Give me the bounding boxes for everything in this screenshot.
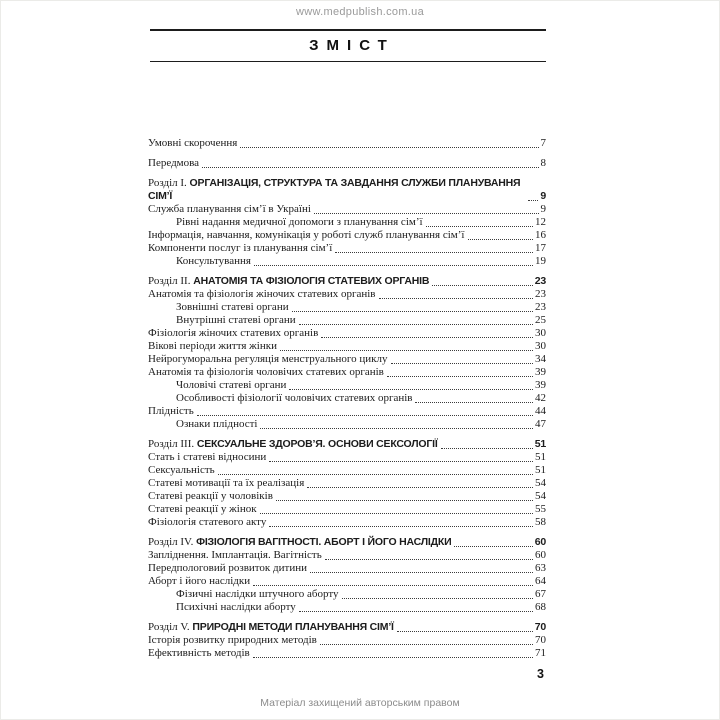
toc-entry-label: Анатомія та фізіологія чоловічих статевих органів (148, 366, 384, 378)
toc-entry-label: Передмова (148, 157, 200, 169)
toc-page-ref: 54 (535, 477, 546, 489)
toc-page-ref: 55 (535, 503, 546, 515)
toc-entry-label: Стать і статеві відносини (148, 451, 267, 463)
toc-entry-label: Консультування (176, 255, 251, 267)
toc-entry (148, 203, 546, 216)
dotted-leader (280, 350, 533, 351)
toc-entry-label: Ефективність методів (148, 647, 250, 659)
dotted-leader (441, 448, 533, 449)
toc-entry-label: Нейрогуморальна регуляція менструального циклу (148, 353, 388, 365)
toc-entry-label: Компоненти послуг із планування сім’ї (148, 242, 333, 254)
toc-page-ref: 64 (535, 575, 546, 587)
toc-page-ref: 70 (534, 621, 546, 633)
toc-page-ref: 17 (535, 242, 546, 254)
toc-entry (148, 314, 546, 327)
dotted-leader (197, 415, 533, 416)
toc-chapter-entry (148, 275, 546, 288)
toc-entry-label: Анатомія та фізіологія жіночих статевих органів (148, 288, 376, 300)
toc-chapter-entry (148, 177, 546, 203)
dotted-leader (454, 546, 532, 547)
dotted-leader (391, 363, 534, 364)
toc-entry-label: Психічні наслідки аборту (176, 601, 296, 613)
toc-entry-label: Сексуальність (148, 464, 215, 476)
toc-entry (148, 647, 546, 660)
toc-entry (148, 601, 546, 614)
toc-entry-label: Статеві реакції у жінок (148, 503, 257, 515)
toc-page-ref: 63 (535, 562, 546, 574)
toc-chapter-prefix: Розділ V. (148, 621, 193, 633)
toc-page-ref: 19 (535, 255, 546, 267)
toc-entry (148, 229, 546, 242)
dotted-leader (254, 265, 533, 266)
toc-entry (148, 634, 546, 647)
dotted-leader (426, 226, 533, 227)
toc-chapter-entry (148, 536, 546, 549)
toc-page-ref: 39 (535, 366, 546, 378)
toc-header (150, 29, 546, 62)
dotted-leader (314, 213, 539, 214)
dotted-leader (276, 500, 533, 501)
toc-entry-label: Особливості фізіології чоловічих статевих органів (176, 392, 413, 404)
toc-entry-label: Вікові періоди життя жінки (148, 340, 277, 352)
toc-page-ref: 23 (534, 275, 546, 287)
toc-chapter-entry (148, 438, 546, 451)
toc-page-ref: 16 (535, 229, 546, 241)
toc-entry-label: Розділ II. АНАТОМІЯ ТА ФІЗІОЛОГІЯ СТАТЕВИХ ОРГАНІВ (148, 275, 430, 287)
toc-entry-label: Умовні скорочення (148, 137, 238, 149)
toc-entry (148, 503, 546, 516)
toc-page-ref: 25 (535, 314, 546, 326)
toc-page-ref: 58 (535, 516, 546, 528)
toc-entry (148, 353, 546, 366)
page-number: 3 (537, 667, 544, 681)
toc-entry-label: Внутрішні статеві органи (176, 314, 296, 326)
toc-entry (148, 137, 546, 150)
toc-page-ref: 23 (535, 301, 546, 313)
toc-page-ref: 8 (540, 157, 546, 169)
toc-entry (148, 379, 546, 392)
toc-entry-label: Інформація, навчання, комунікація у роботі служб планування сім’ї (148, 229, 465, 241)
toc-page-ref: 30 (535, 340, 546, 352)
toc-page-ref: 30 (535, 327, 546, 339)
toc-entry (148, 516, 546, 529)
toc-entry (148, 490, 546, 503)
toc-entry (148, 451, 546, 464)
toc-entry-label: Статеві реакції у чоловіків (148, 490, 273, 502)
toc-entry (148, 157, 546, 170)
toc-page-ref: 51 (535, 464, 546, 476)
toc-page-ref: 70 (535, 634, 546, 646)
toc-entry (148, 405, 546, 418)
dotted-leader (310, 572, 533, 573)
toc-page-ref: 67 (535, 588, 546, 600)
toc-page-ref: 39 (535, 379, 546, 391)
dotted-leader (218, 474, 533, 475)
dotted-leader (387, 376, 533, 377)
toc-page-ref: 47 (535, 418, 546, 430)
toc-page-ref: 71 (535, 647, 546, 659)
toc-entry (148, 575, 546, 588)
toc-page-ref: 51 (535, 451, 546, 463)
toc-entry (148, 477, 546, 490)
dotted-leader (321, 337, 533, 338)
dotted-leader (415, 402, 533, 403)
dotted-leader (289, 389, 533, 390)
toc-entry-label: Розділ IV. ФІЗІОЛОГІЯ ВАГІТНОСТІ. АБОРТ І ЙОГО НАСЛІДКИ (148, 536, 452, 548)
toc-entry (148, 366, 546, 379)
dotted-leader (379, 298, 534, 299)
toc-entry-label: Статеві мотивації та їх реалізація (148, 477, 305, 489)
toc-entry (148, 588, 546, 601)
toc-entry-label: Служба планування сім’ї в Україні (148, 203, 311, 215)
toc-entry (148, 288, 546, 301)
header-rule-bottom (150, 61, 546, 63)
toc-page-ref: 54 (535, 490, 546, 502)
toc-entry (148, 549, 546, 562)
page-title: ЗМІСТ (309, 36, 395, 54)
toc-page-ref: 9 (540, 190, 546, 202)
table-of-contents (148, 137, 546, 660)
toc-chapter-prefix: Розділ II. (148, 275, 194, 287)
dotted-leader (299, 611, 533, 612)
toc-entry-label: Фізичні наслідки штучного аборту (176, 588, 339, 600)
dotted-leader (432, 285, 532, 286)
toc-entry-label: Зовнішні статеві органи (176, 301, 289, 313)
dotted-leader (260, 428, 533, 429)
toc-entry (148, 392, 546, 405)
toc-entry-label: Ознаки плідності (176, 418, 258, 430)
dotted-leader (342, 598, 533, 599)
toc-page-ref: 68 (535, 601, 546, 613)
toc-entry (148, 216, 546, 229)
toc-page-ref: 34 (535, 353, 546, 365)
dotted-leader (299, 324, 533, 325)
dotted-leader (253, 657, 533, 658)
dotted-leader (292, 311, 533, 312)
toc-entry-label: Розділ I. ОРГАНІЗАЦІЯ, СТРУКТУРА ТА ЗАВДАННЯ СЛУЖБИ ПЛАНУВАННЯ СІМ’Ї (148, 177, 521, 202)
toc-entry (148, 340, 546, 353)
toc-chapter-prefix: Розділ I. (148, 177, 190, 189)
dotted-leader (320, 644, 533, 645)
dotted-leader (260, 513, 533, 514)
toc-entry-label: Рівні надання медичної допомоги з планування сім’ї (176, 216, 423, 228)
toc-chapter-prefix: Розділ III. (148, 438, 197, 450)
toc-entry (148, 464, 546, 477)
toc-page-ref: 60 (535, 549, 546, 561)
toc-entry-label: Чоловічі статеві органи (176, 379, 287, 391)
dotted-leader (528, 200, 538, 201)
dotted-leader (335, 252, 533, 253)
toc-entry (148, 301, 546, 314)
toc-page-ref: 12 (535, 216, 546, 228)
dotted-leader (397, 631, 533, 632)
toc-page-ref: 7 (540, 137, 546, 149)
toc-entry-label: Аборт і його наслідки (148, 575, 251, 587)
toc-chapter-prefix: Розділ IV. (148, 536, 197, 548)
dotted-leader (253, 585, 533, 586)
toc-entry-label: Плідність (148, 405, 194, 417)
toc-entry-label: Фізіологія статевого акту (148, 516, 267, 528)
toc-entry-label: Розділ III. СЕКСУАЛЬНЕ ЗДОРОВ’Я. ОСНОВИ СЕКСОЛОГІЇ (148, 438, 438, 450)
toc-entry-label: Передпологовий розвиток дитини (148, 562, 307, 574)
site-url: www.medpublish.com.ua (296, 6, 424, 18)
toc-entry (148, 562, 546, 575)
toc-entry-label: Історія розвитку природних методів (148, 634, 317, 646)
dotted-leader (325, 559, 533, 560)
dotted-leader (269, 461, 533, 462)
copyright-notice: Матеріал захищений авторським правом (260, 697, 460, 709)
dotted-leader (240, 147, 538, 148)
toc-entry (148, 255, 546, 268)
toc-chapter-entry (148, 621, 546, 634)
toc-entry-label: Розділ V. ПРИРОДНІ МЕТОДИ ПЛАНУВАННЯ СІМ’Ї (148, 621, 394, 633)
toc-page-ref: 44 (535, 405, 546, 417)
toc-entry (148, 327, 546, 340)
toc-entry-label: Запліднення. Імплантація. Вагітність (148, 549, 322, 561)
toc-entry-label: Фізіологія жіночих статевих органів (148, 327, 319, 339)
toc-entry (148, 242, 546, 255)
dotted-leader (468, 239, 534, 240)
dotted-leader (202, 167, 538, 168)
toc-entry (148, 418, 546, 431)
dotted-leader (307, 487, 533, 488)
toc-page-ref: 42 (535, 392, 546, 404)
toc-page-ref: 23 (535, 288, 546, 300)
dotted-leader (269, 526, 533, 527)
toc-page-ref: 51 (534, 438, 546, 450)
toc-page-ref: 9 (540, 203, 546, 215)
toc-page-ref: 60 (534, 536, 546, 548)
